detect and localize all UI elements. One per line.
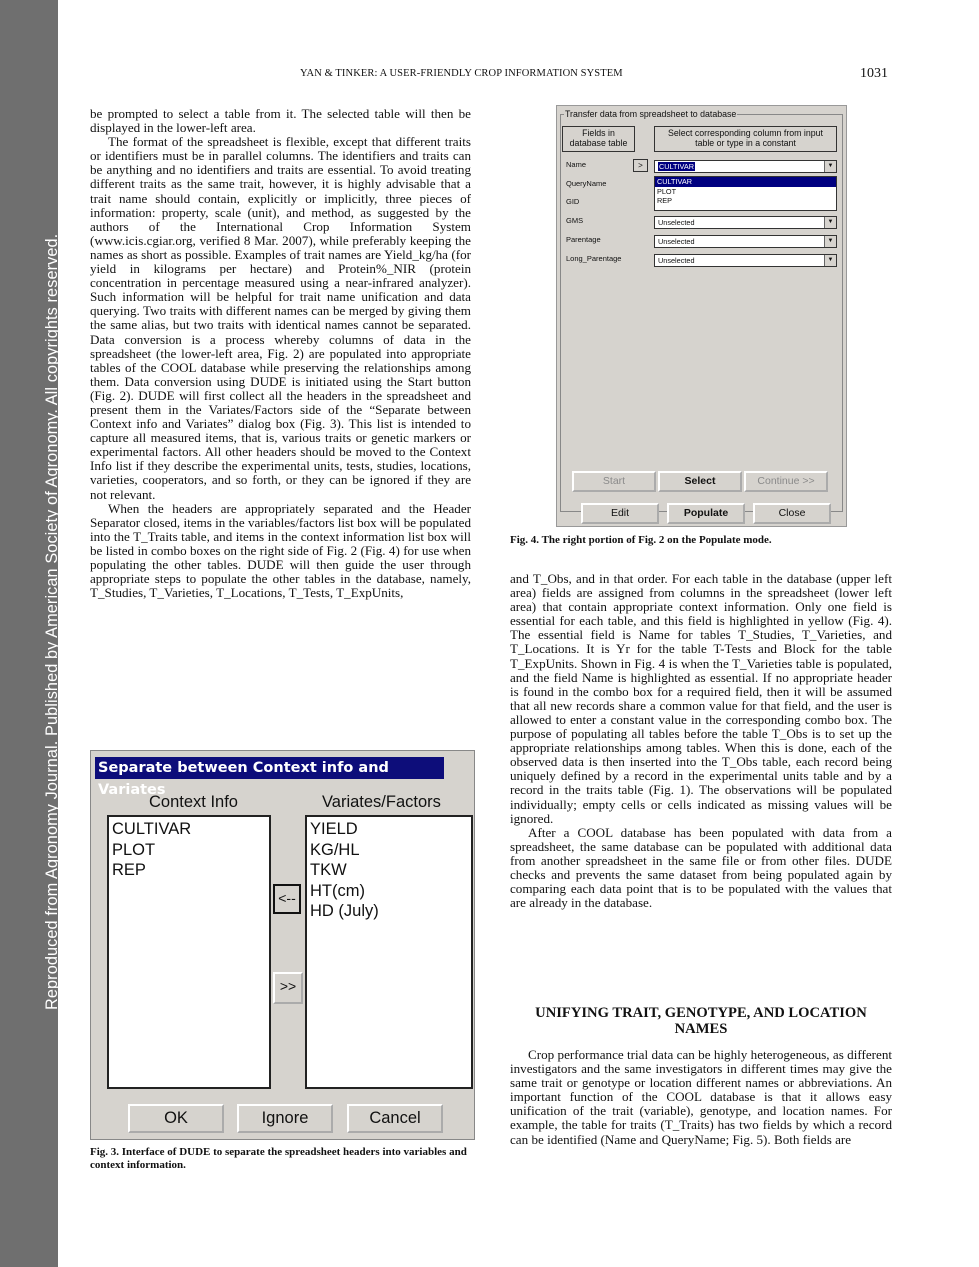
- list-item[interactable]: CULTIVAR: [112, 820, 192, 838]
- page-number: 1031: [860, 66, 888, 81]
- combo-dropdown[interactable]: [654, 176, 837, 211]
- combo-value: Unselected: [658, 237, 695, 246]
- ignore-button[interactable]: Ignore: [237, 1104, 333, 1133]
- paragraph: The format of the spreadsheet is flexible, except that different traits or identifiers must be in parallel columns. The identifiers and traits can be anything and no identifiers and traits are essential. To avoid treating different traits as the same trait, however, it is highly advisable that a trait name should contain, explicitly or implicitly, three pieces of information: property, scale (unit), and method, as suggested by the authors of the International Crop Information System (www.icis.cgiar.org, verified 8 Mar. 2007), while preferably keeping the names as short as possible. Examples of trait names are Yield_kg/ha (for yield in kilograms per hectare) and Protein%_NIR (protein concentration in percentage measured using a near-infrared analyzer). Such information will be helpful for trait name unification and data querying. Two traits with different names can be merged by giving them the same alias, but two traits with identical names cannot be separated. Data conversion is a process whereby columns of data in the spreadsheet (the lower-left area, Fig. 2) are populated into appropriate tables of the COOL database while preserving the relationships among them. Data conversion using DUDE is initiated using the Start button (Fig. 2). DUDE will first collect all the headers in the spreadsheet and present them in the Variates/Factors side of the “Separate between Context info and Variates” dialog box (Fig. 3). This list is intended to capture all measured items, that is, various traits or genetic markers or experimental factors. All other headers should be moved to the Context Info list if they describe the experimental units, tests, studies, locations, varieties, cooperators, and so forth, or they can be ignored if they are not relevant.: [90, 134, 471, 502]
- variates-list[interactable]: [305, 815, 473, 1089]
- paragraph: When the headers are appropriately separated and the Header Separator closed, items in the variables/factors list box will be populated into the T_Traits table, and items in the context information list box will be listed in combo boxes on the right side of Fig. 2 (Fig. 4) for use when populating the other tables. DUDE will then guide the user through appropriate steps to populate the other tables in the database, namely, T_Studies, T_Varieties, T_Locations, T_Tests, T_ExpUnits,: [90, 500, 471, 601]
- separate-dialog-figure: [90, 750, 475, 1140]
- list-item[interactable]: HT(cm): [310, 881, 365, 900]
- context-info-list[interactable]: [107, 815, 271, 1089]
- dropdown-option[interactable]: CULTIVAR: [655, 177, 836, 187]
- populate-panel-figure: [556, 105, 847, 527]
- running-head: YAN & TINKER: A USER-FRIENDLY CROP INFORMATION SYSTEM: [300, 68, 623, 79]
- combo-value: CULTIVAR: [659, 162, 695, 171]
- paragraph: Crop performance trial data can be highly heterogeneous, as different investigators and the same investigators in different times may give the same trait or genotype or location different names or abbreviations. An important function of the COOL database is that it allows easy unification of the trait (variable), genotype, and location names. For example, the table for traits (T_Traits) has two fields by which a record can be identified (Name and QueryName; Fig. 5). Both fields are: [510, 1047, 892, 1147]
- right-column-text: [510, 572, 892, 910]
- select-button[interactable]: Select: [658, 471, 742, 492]
- fig4-caption: Fig. 4. The right portion of Fig. 2 on the Populate mode.: [510, 534, 772, 546]
- move-left-button[interactable]: <--: [273, 884, 301, 914]
- field-gms: GMS: [566, 216, 584, 225]
- field-parentage: Parentage: [566, 235, 601, 244]
- long-parentage-combo[interactable]: [654, 254, 837, 267]
- section-heading: UNIFYING TRAIT, GENOTYPE, AND LOCATION NAMES: [535, 1005, 867, 1037]
- paragraph: and T_Obs, and in that order. For each table in the database (upper left area) fields are assigned from columns in the spreadsheet (lower left area) that contain appropriate context information. Only one field is essential for each table, and this field is highlighted in yellow (Fig. 4). The essential field is Name for tables T_Studies, T_Varieties, and T_Locations. It is Yr for the table T-Tests and Block for the table T_ExpUnits. Shown in Fig. 4 is when the T_Varieties table is populated, and the field Name is highlighted as essential. If no appropriate header is found in the combo box for a required field, then it will be assumed that all new records share a common value for that field, and the user is allowed to enter a constant value in the corresponding combo box. The purpose of populating all tables before the table T_Obs is to set up the appropriate relationships among tables. When this is done, each of the observed data is then inserted into the T_Obs table, each record being uniquely defined by a record in the experimental units table and by a record in the traits table (Fig. 1). The observations will be populated individually; empty cells or cells indicated as missing values will be ignored.: [510, 571, 892, 826]
- context-info-label: Context Info: [149, 793, 238, 811]
- variates-label: Variates/Factors: [322, 793, 441, 811]
- paragraph: be prompted to select a table from it. The selected table will then be displayed in the lower-left area.: [90, 106, 471, 136]
- move-right-button[interactable]: >>: [273, 972, 303, 1004]
- paragraph: After a COOL database has been populated with data from a spreadsheet, the same database can be populated with additional data from another spreadsheet in the same file or from other files. DUDE checks and prevents the same dataset from being populated again by comparing each data point that is to be populated with the values that are already in the database.: [510, 824, 892, 911]
- copyright-notice: Reproduced from Agronomy Journal. Published by American Society of Agronomy. All copyrights reserved.: [43, 233, 61, 1010]
- continue-button[interactable]: Continue >>: [744, 471, 828, 492]
- select-column-header: Select corresponding column from input table or type in a constant: [654, 126, 837, 152]
- field-queryname: QueryName: [566, 179, 607, 188]
- dropdown-option[interactable]: PLOT: [657, 186, 677, 196]
- combo-value: Unselected: [658, 256, 695, 265]
- assign-arrow-button[interactable]: >: [633, 159, 648, 172]
- name-combo[interactable]: [654, 160, 837, 173]
- combo-value: Unselected: [658, 218, 695, 227]
- dropdown-option[interactable]: REP: [657, 196, 673, 205]
- ok-button[interactable]: OK: [128, 1104, 224, 1133]
- list-item[interactable]: HD (July): [310, 902, 379, 920]
- copyright-sidebar: [0, 0, 61, 1267]
- fields-header: Fields in database table: [562, 126, 635, 152]
- section-paragraph-block: [510, 1048, 892, 1147]
- gms-combo[interactable]: [654, 216, 837, 229]
- field-name: Name: [566, 160, 587, 169]
- close-button[interactable]: Close: [753, 503, 831, 524]
- transfer-legend: Transfer data from spreadsheet to database: [565, 109, 737, 119]
- chevron-down-icon[interactable]: ▼: [824, 217, 836, 228]
- list-item[interactable]: YIELD: [310, 820, 358, 838]
- chevron-down-icon[interactable]: ▼: [824, 236, 836, 247]
- field-long-parentage: Long_Parentage: [566, 254, 622, 263]
- list-item[interactable]: REP: [112, 861, 146, 879]
- list-item[interactable]: TKW: [310, 861, 347, 879]
- chevron-down-icon[interactable]: ▼: [824, 255, 836, 266]
- list-item[interactable]: PLOT: [112, 840, 156, 859]
- fig3-caption: Fig. 3. Interface of DUDE to separate the spreadsheet headers into variables and context information.: [90, 1146, 467, 1171]
- chevron-down-icon[interactable]: ▼: [824, 161, 836, 172]
- populate-button[interactable]: Populate: [667, 503, 745, 524]
- edit-button[interactable]: Edit: [581, 503, 659, 524]
- list-item[interactable]: KG/HL: [310, 840, 360, 859]
- field-gid: GID: [566, 197, 580, 206]
- dialog-title: Separate between Context info and Variates: [95, 757, 444, 779]
- left-column-text: [90, 107, 471, 600]
- transfer-group: [560, 109, 843, 512]
- start-button[interactable]: Start: [572, 471, 656, 492]
- parentage-combo[interactable]: [654, 235, 837, 248]
- cancel-button[interactable]: Cancel: [347, 1104, 443, 1133]
